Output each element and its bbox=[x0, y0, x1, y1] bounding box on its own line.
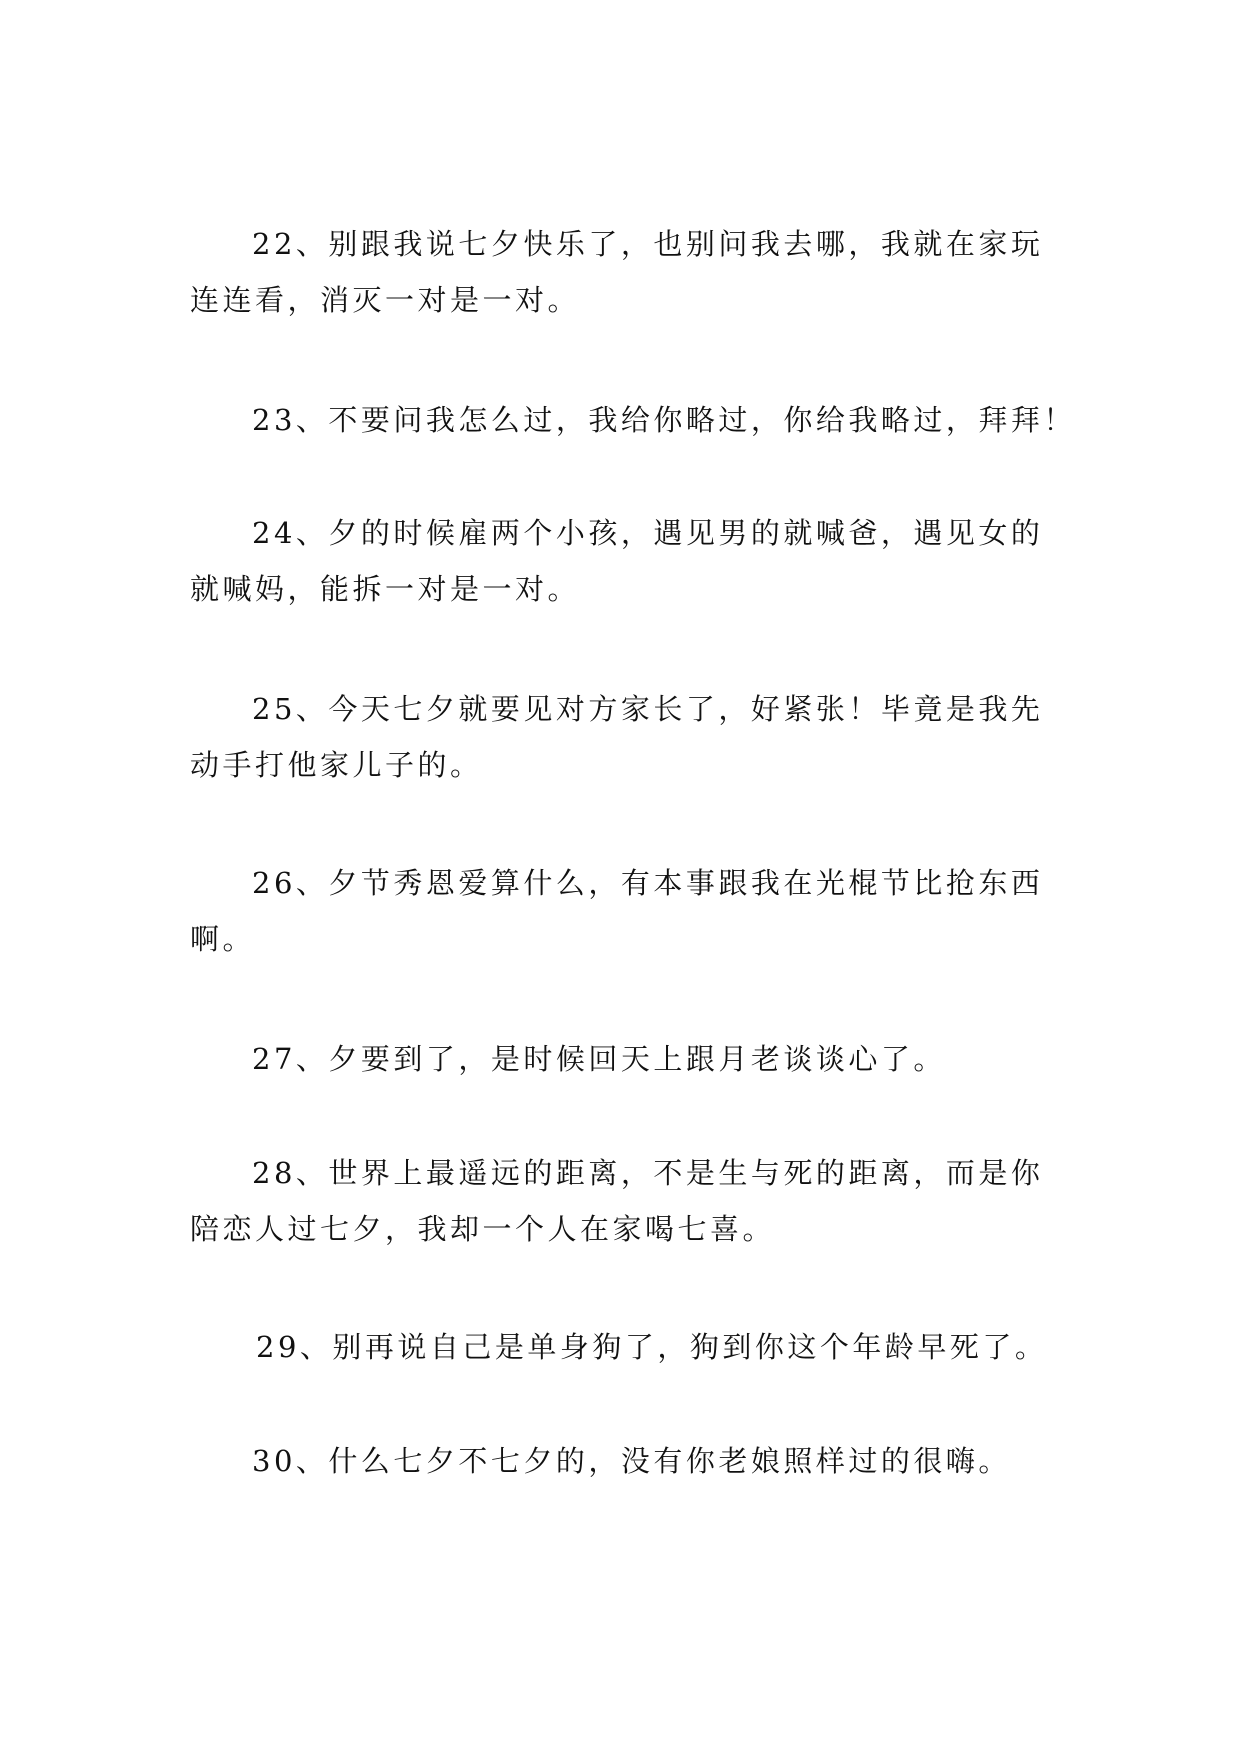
paragraph-line: 28、世界上最遥远的距离，不是生与死的距离，而是你 bbox=[252, 1156, 1044, 1190]
paragraph-28 bbox=[190, 1145, 1052, 1257]
paragraph-line: 27、夕要到了，是时候回天上跟月老谈谈心了。 bbox=[252, 1042, 946, 1076]
paragraph-26 bbox=[190, 855, 1052, 967]
paragraph-24 bbox=[190, 505, 1052, 617]
paragraph-27 bbox=[190, 1031, 1052, 1087]
paragraph-line: 动手打他家儿子的。 bbox=[190, 748, 483, 782]
paragraph-line: 23、不要问我怎么过，我给你略过，你给我略过，拜拜！ bbox=[252, 403, 1076, 437]
paragraph-line: 24、夕的时候雇两个小孩，遇见男的就喊爸，遇见女的 bbox=[252, 516, 1044, 550]
paragraph-line: 就喊妈，能拆一对是一对。 bbox=[190, 572, 581, 606]
paragraph-line: 30、什么七夕不七夕的，没有你老娘照样过的很嗨。 bbox=[252, 1444, 1011, 1478]
paragraph-line: 29、别再说自己是单身狗了，狗到你这个年龄早死了。 bbox=[256, 1330, 1048, 1364]
paragraph-line: 26、夕节秀恩爱算什么，有本事跟我在光棍节比抢东西 bbox=[252, 866, 1044, 900]
paragraph-line: 陪恋人过七夕，我却一个人在家喝七喜。 bbox=[190, 1212, 776, 1246]
paragraph-line: 22、别跟我说七夕快乐了，也别问我去哪，我就在家玩 bbox=[252, 227, 1044, 261]
paragraph-23 bbox=[190, 392, 1076, 448]
paragraph-29 bbox=[190, 1319, 1052, 1375]
paragraph-line: 啊。 bbox=[190, 922, 256, 956]
paragraph-line: 连连看，消灭一对是一对。 bbox=[190, 283, 581, 317]
paragraph-30 bbox=[190, 1433, 1052, 1489]
paragraph-25 bbox=[190, 681, 1052, 793]
paragraph-line: 25、今天七夕就要见对方家长了，好紧张！毕竟是我先 bbox=[252, 692, 1044, 726]
paragraph-22 bbox=[190, 216, 1052, 328]
